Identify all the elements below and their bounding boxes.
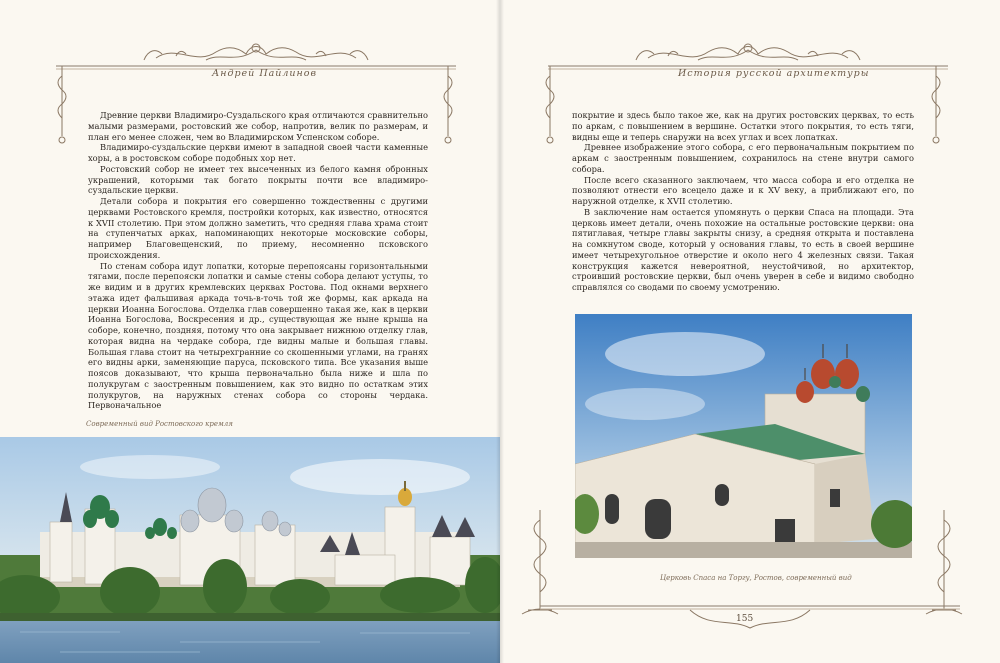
paragraph: По стенам собора идут лопатки, которые перепоясаны горизонтальными тягами, после перепояски лопатки и самые стены собора делают уступы, то же видим и в других кремлевских церквах Ростова. Под окнами верхнего этажа идет фальшивая аркада точь-в-точь той же формы, как аркада на церкви Иоанна Богослова. Отделка глав совершенно такая же, как в церкви Иоанна Богослова, Воскресения и др., существующая же ныне крыша на соборе, конечно, поздняя, потому что она закрывает нижнюю отделку глав, которая видна на чердаке собора, где видны малые и большая главы. Большая глава стоит на четырехгранние со скошенными углами, на гранях его видны арки, заменяющие паруса, псковского типа. Все указания выше поясов доказывают, что крыша первоначально была ниже и шла по полукругам с заостренным повышением, как это видно по остаткам этих полукругов, на наружных стенах собора со стороны чердака. Первоначальное	[88, 260, 428, 411]
paragraph: В заключение нам остается упомянуть о церкви Спаса на площади. Эта церковь имеет детали, очень похожие на остальные ростовские церкви: она пятиглавая, четыре главы закрыты снизу, а средняя открыта и поставлена на сомкнутом своде, который у основания главы, то есть в своей вершине имеет четырехугольное отверстие и около него 4 железных связи. Такая конструкция кажется невероятной, неустойчивой, но архитектор, строивший ростовские церкви, был очень уверен в себе и видимо свободно справлялся со сводами по своему усмотрению.	[572, 206, 914, 292]
right-side-ornament-icon	[438, 66, 458, 146]
caption-right: Церковь Спаса на Торгу, Ростов, современный вид	[660, 574, 852, 582]
paragraph: Ростовский собор не имеет тех высеченных из белого камня обронных украшений, которыми так богато покрыты почти все владимиро-суздальские церкви.	[88, 163, 428, 196]
left-text-column	[88, 110, 428, 411]
church-photo	[575, 314, 912, 558]
paragraph: После всего сказанного заключаем, что масса собора и его отделка не позволяют отнести его всецело даже и к XV веку, а приближают его, по наружной отделке, к XVII столетию.	[572, 174, 914, 206]
right-side-ornament-icon	[926, 66, 946, 146]
book-gutter	[496, 0, 504, 663]
paragraph: Детали собора и покрытия его совершенно тождественны с другими церквами Ростовского кремля, постройки которых, как известно, относятся к XVII столетию. При этом должно заметить, что средняя глава храма стоит на ступенчатых арках, напоминающих некоторые московские соборы, например Благовещенский, по приему, несомненно псковского происхождения.	[88, 196, 428, 260]
paragraph: Владимиро-суздальские церкви имеют в западной своей части каменные хоры, а в ростовском соборе подобных хор нет.	[88, 142, 428, 163]
paragraph: покрытие и здесь было такое же, как на других ростовских церквах, то есть по аркам, с повышением в вершине. Остатки этого покрытия, то есть тяги, видны еще и теперь снаружи на всех углах и всех лопатках.	[572, 110, 914, 142]
caption-left: Современный вид Ростовского кремля	[86, 420, 233, 428]
left-side-ornament-icon	[540, 66, 560, 146]
kremlin-photo	[0, 437, 500, 663]
page-number: 155	[736, 614, 754, 624]
paragraph: Древние церкви Владимиро-Суздальского края отличаются сравнительно малыми размерами, ростовский же собор, напротив, велик по размерам, и план его менее сложен, чем во Владимирском Успенском соборе.	[88, 110, 428, 142]
right-text-column	[572, 110, 914, 293]
right-page	[500, 0, 1000, 663]
running-head-left: Андрей Пайлинов	[212, 68, 318, 79]
left-side-ornament-icon	[52, 66, 72, 146]
running-head-right: История русской архитектуры	[678, 68, 870, 79]
paragraph: Древнее изображение этого собора, с его первоначальным покрытием по аркам с заостренным повышением, сохранилось на стене внутри самого собора.	[572, 142, 914, 174]
